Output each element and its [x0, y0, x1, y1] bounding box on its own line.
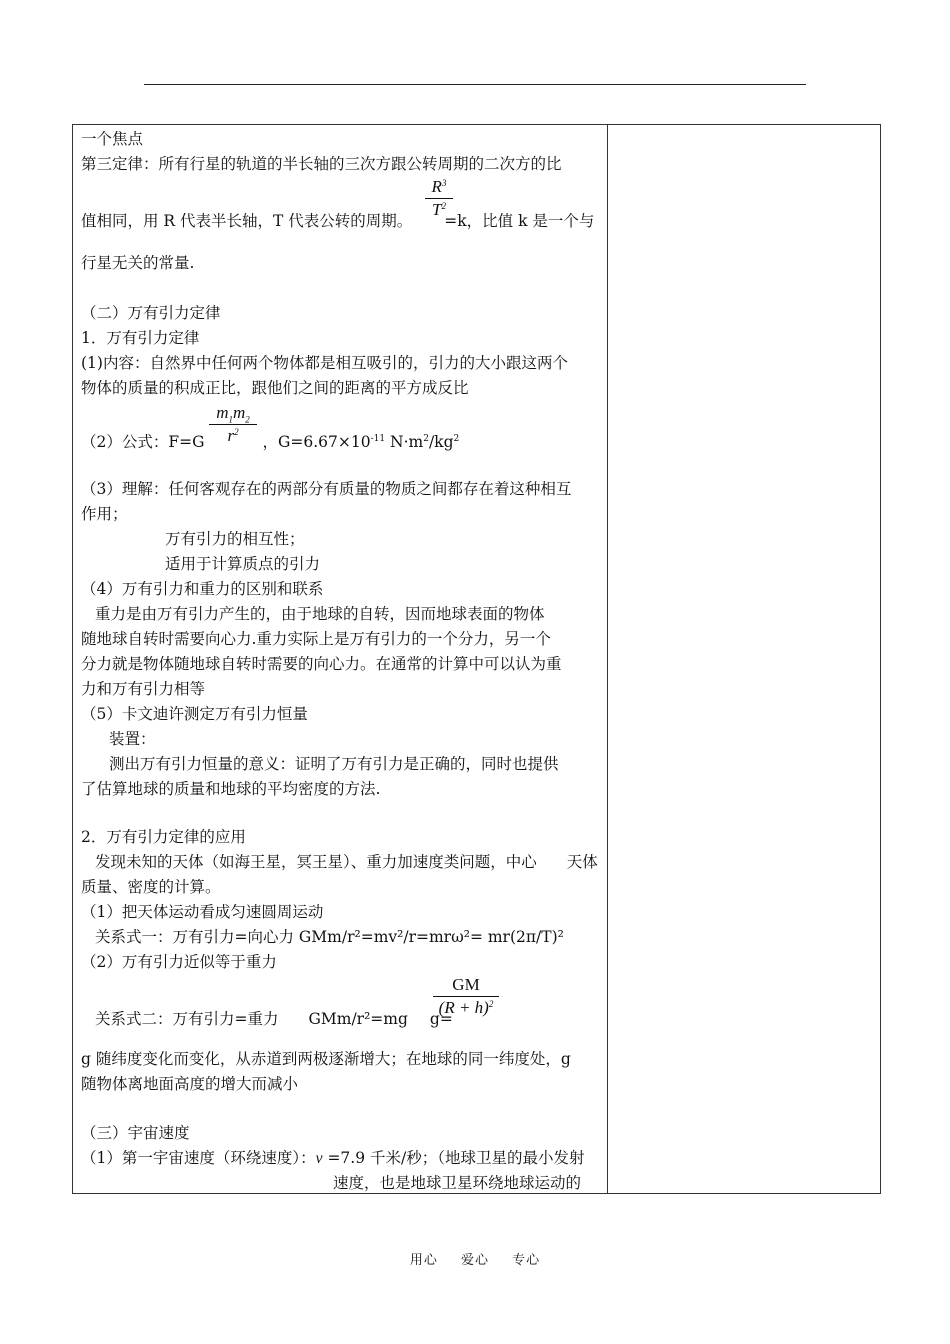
kepler-fraction: $R^3$ $T^2$ [425, 177, 453, 220]
content-table [72, 124, 881, 1194]
text-line: 关系式一：万有引力=向心力 GMm/r²=mv²/r=mrω²= mr(2π/T)² [95, 928, 564, 946]
footer-text: 爱心 [460, 1253, 489, 1268]
text-line: 了估算地球的质量和地球的平均密度的方法. [81, 780, 381, 798]
gravity-fraction: $m_1m_2$ $r^2$ [209, 403, 257, 446]
text-line: (1)内容：自然界中任何两个物体都是相互吸引的，引力的大小跟这两个 [81, 354, 568, 372]
text-line: g 随纬度变化而变化，从赤道到两极逐渐增大；在地球的同一纬度处，g [81, 1050, 571, 1068]
text-line: 行星无关的常量. [81, 254, 195, 272]
text-line: （1）第一宇宙速度（环绕速度）：v =7.9 千米/秒；（地球卫星的最小发射 [81, 1149, 585, 1167]
text-line: （1）把天体运动看成匀速圆周运动 [81, 903, 324, 921]
subsection-heading: 1．万有引力定律 [81, 329, 200, 347]
text-line: 值相同，用 R 代表半长轴，T 代表公转的周期。 =k，比值 k 是一个与 [81, 212, 595, 230]
text-line: 速度，也是地球卫星环绕地球运动的 [333, 1174, 582, 1192]
text-line: 万有引力的相互性； [165, 530, 305, 548]
text-line: 关系式二：万有引力=重力 GMm/r²=mg g= [95, 1010, 453, 1028]
text-line: （2）万有引力近似等于重力 [81, 953, 277, 971]
text-line: 测出万有引力恒量的意义：证明了万有引力是正确的，同时也提供 [109, 755, 559, 773]
text-line: 力和万有引力相等 [81, 680, 206, 698]
subsection-heading: 2．万有引力定律的应用 [81, 828, 246, 846]
column-divider [607, 125, 608, 1193]
text-line: （3）理解：任何客观存在的两部分有质量的物质之间都存在着这种相互 [81, 480, 572, 498]
text-line: （5）卡文迪许测定万有引力恒量 [81, 705, 308, 723]
text-line: 作用； [81, 505, 128, 523]
text-line: 物体的质量的积成正比，跟他们之间的距离的平方成反比 [81, 379, 469, 397]
text-line: 质量、密度的计算。 [81, 878, 221, 896]
text-line: 第三定律：所有行星的轨道的半长轴的三次方跟公转周期的二次方的比 [81, 155, 562, 173]
footer-text: 专心 [512, 1253, 541, 1268]
text-line: （4）万有引力和重力的区别和联系 [81, 580, 324, 598]
header-rule [144, 84, 806, 85]
text-line: 分力就是物体随地球自转时需要的向心力。在通常的计算中可以认为重 [81, 655, 562, 673]
text-line: 适用于计算质点的引力 [165, 555, 321, 573]
text-line: 随物体离地面高度的增大而减小 [81, 1075, 299, 1093]
text-line: 发现未知的天体（如海王星，冥王星）、重力加速度类问题，中心 天体 [95, 853, 598, 871]
section-heading: （三）宇宙速度 [81, 1124, 190, 1142]
footer-text: 用心 [409, 1253, 438, 1268]
text-line: 重力是由万有引力产生的，由于地球的自转，因而地球表面的物体 [95, 605, 545, 623]
page-footer [0, 1249, 950, 1268]
text-line: 一个焦点 [81, 130, 144, 148]
text-line: 随地球自转时需要向心力.重力实际上是万有引力的一个分力，另一个 [81, 630, 551, 648]
text-line: 装置： [109, 730, 156, 748]
gravity-g-fraction: GM $(R + h)^2$ [433, 975, 499, 1018]
section-heading: （二）万有引力定律 [81, 304, 221, 322]
text-line: （2）公式：F=G ，$G=6.67\times 10^{-11}$ $N\cdot m^2/kg^2$ [81, 433, 460, 451]
